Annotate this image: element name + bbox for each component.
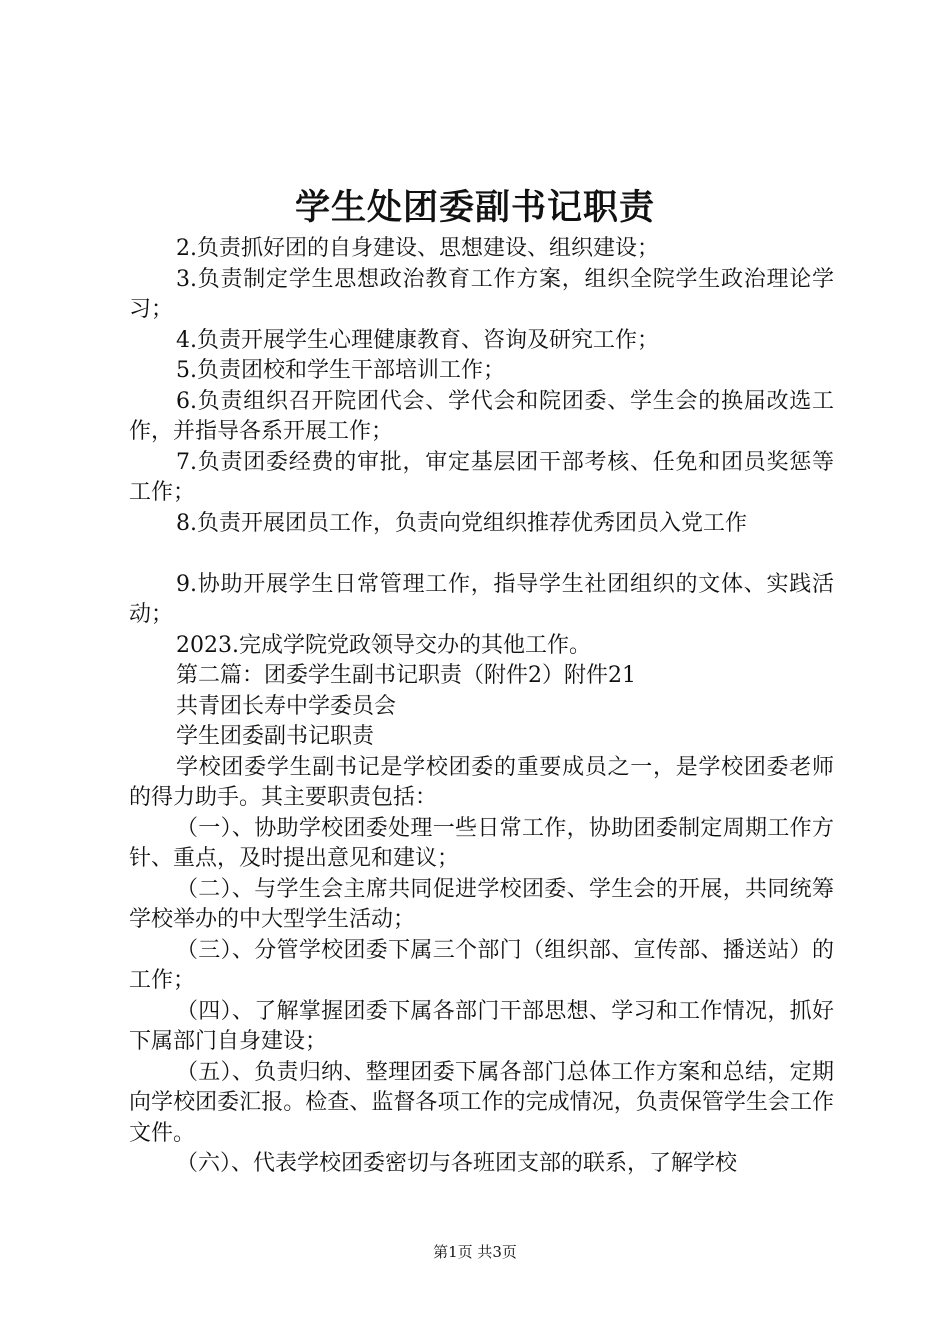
paragraph: 2023.完成学院党政领导交办的其他工作。 xyxy=(176,632,591,658)
paragraph: 共青团长寿中学委员会 xyxy=(176,693,397,719)
paragraph: （一）、协助学校团委处理一些日常工作，协助团委制定周期工作方针、重点，及时提出意见和建议； xyxy=(129,815,834,871)
paragraph: （五）、负责归纳、整理团委下属各部门总体工作方案和总结，定期向学校团委汇报。检查、监督各项工作的完成情况，负责保管学生会工作文件。 xyxy=(129,1059,834,1146)
paragraph: 学生团委副书记职责 xyxy=(176,724,375,749)
paragraph: 3.负责制定学生思想政治教育工作方案，组织全院学生政治理论学习； xyxy=(129,266,834,322)
paragraph: （六）、代表学校团委密切与各班团支部的联系，了解学校 xyxy=(176,1151,738,1176)
page-footer: 第1页 共3页 xyxy=(433,1243,517,1261)
blank-line xyxy=(129,539,834,570)
paragraph: 学校团委学生副书记是学校团委的重要成员之一，是学校团委老师的得力助手。其主要职责包括： xyxy=(129,754,834,810)
paragraph: （二）、与学生会主席共同促进学校团委、学生会的开展，共同统筹学校举办的中大型学生活动； xyxy=(129,876,834,932)
paragraph: 5.负责团校和学生干部培训工作； xyxy=(176,358,505,383)
paragraph: 4.负责开展学生心理健康教育、咨询及研究工作； xyxy=(176,327,659,353)
paragraph: 9.协助开展学生日常管理工作，指导学生社团组织的文体、实践活动； xyxy=(129,571,834,627)
paragraph: 6.负责组织召开院团代会、学代会和院团委、学生会的换届改选工作，并指导各系开展工作； xyxy=(129,388,834,444)
paragraph: （三）、分管学校团委下属三个部门（组织部、宣传部、播送站）的工作； xyxy=(129,937,834,993)
paragraph: 2.负责抓好团的自身建设、思想建设、组织建设； xyxy=(176,236,659,261)
paragraph: 第二篇：团委学生副书记职责（附件2）附件21 xyxy=(176,663,636,688)
document-body xyxy=(129,234,834,1180)
paragraph: （四）、了解掌握团委下属各部门干部思想、学习和工作情况，抓好下属部门自身建设； xyxy=(129,998,834,1054)
paragraph: 8.负责开展团员工作，负责向党组织推荐优秀团员入党工作 xyxy=(176,510,747,536)
paragraph: 7.负责团委经费的审批，审定基层团干部考核、任免和团员奖惩等工作； xyxy=(129,449,834,505)
document-title: 学生处团委副书记职责 xyxy=(294,188,655,228)
